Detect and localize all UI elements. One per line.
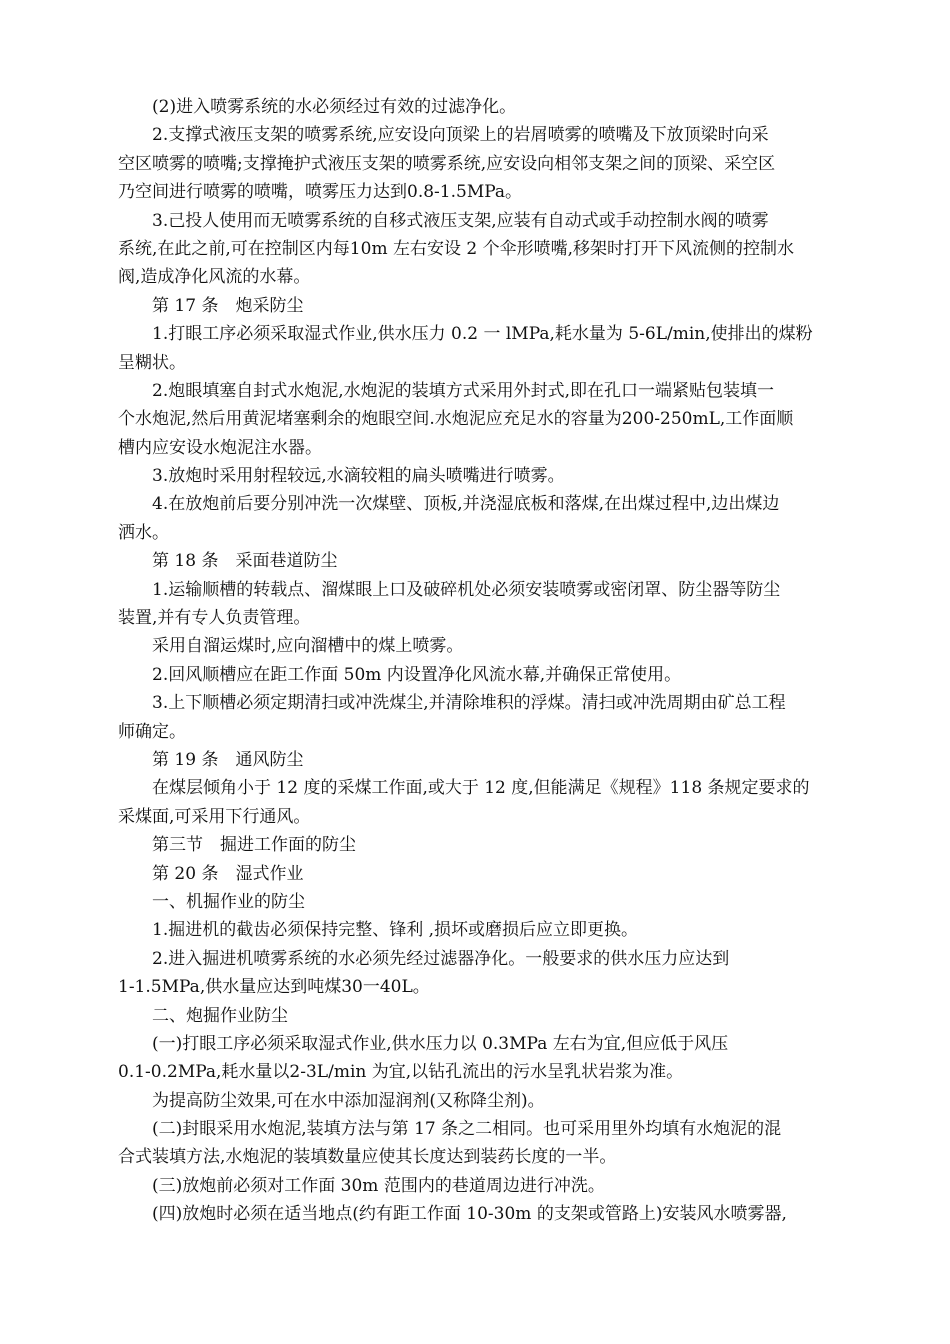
text-line: 3.己投人使用而无喷雾系统的自移式液压支架,应装有自动式或手动控制水阀的喷雾 bbox=[152, 210, 769, 231]
text-line: 阀,造成净化风流的水幕。 bbox=[118, 267, 311, 288]
text-line: 3.上下顺槽必须定期清扫或冲洗煤尘,并清除堆积的浮煤。清扫或冲洗周期由矿总工程 bbox=[152, 693, 786, 714]
text-line: 洒水。 bbox=[118, 522, 169, 543]
text-line: 第 18 条 采面巷道防尘 bbox=[152, 551, 338, 572]
text-line: 1.打眼工序必须采取湿式作业,供水压力 0.2 一 lMPa,耗水量为 5-6L/min,使排出的煤粉 bbox=[152, 324, 813, 345]
text-line: 为提高防尘效果,可在水中添加湿润剂(又称降尘剂)。 bbox=[152, 1090, 545, 1111]
text-line: 2.回风顺槽应在距工作面 50m 内设置净化风流水幕,并确保正常使用。 bbox=[152, 664, 682, 685]
text-line: 个水炮泥,然后用黄泥堵塞剩余的炮眼空间.水炮泥应充足水的容量为200-250mL,工作面顺 bbox=[118, 409, 794, 430]
text-line: 空区喷雾的喷嘴;支撑掩护式液压支架的喷雾系统,应安设向相邻支架之间的顶梁、采空区 bbox=[118, 153, 776, 174]
text-line: 呈糊状。 bbox=[118, 352, 186, 373]
text-line: 2.炮眼填塞自封式水炮泥,水炮泥的装填方式采用外封式,即在孔口一端紧贴包装填一 bbox=[152, 380, 775, 401]
text-line: 系统,在此之前,可在控制区内每10m 左右安设 2 个伞形喷嘴,移架时打开下风流侧的控制水 bbox=[118, 238, 794, 259]
text-line: 4.在放炮前后要分别冲洗一次煤壁、顶板,并浇湿底板和落煤,在出煤过程中,边出煤边 bbox=[152, 494, 780, 515]
text-line: 在煤层倾角小于 12 度的采煤工作面,或大于 12 度,但能满足《规程》118 条规定要求的 bbox=[152, 778, 810, 799]
text-line: 装置,并有专人负责管理。 bbox=[118, 608, 311, 629]
text-line: 合式装填方法,水炮泥的装填数量应使其长度达到装药长度的一半。 bbox=[118, 1147, 617, 1168]
text-line: 1.运输顺槽的转载点、溜煤眼上口及破碎机处必须安装喷雾或密闭罩、防尘器等防尘 bbox=[152, 579, 781, 600]
text-line: (2)进入喷雾系统的水必须经过有效的过滤净化。 bbox=[152, 97, 517, 117]
text-line: (四)放炮时必须在适当地点(约有距工作面 10-30m 的支架或管路上)安装风水喷雾器, bbox=[152, 1204, 787, 1225]
text-line: 2.进入掘进机喷雾系统的水必须先经过滤器净化。一般要求的供水压力应达到 bbox=[152, 948, 730, 969]
text-line: 采用自溜运煤时,应向溜槽中的煤上喷雾。 bbox=[152, 636, 464, 657]
text-line: 1.掘进机的截齿必须保持完整、锋利 ,损坏或磨损后应立即更换。 bbox=[152, 920, 639, 941]
text-line: 师确定。 bbox=[118, 721, 186, 742]
text-line: (一)打眼工序必须采取湿式作业,供水压力以 0.3MPa 左右为宜,但应低于风压 bbox=[152, 1033, 729, 1054]
text-line: (三)放炮前必须对工作面 30m 范围内的巷道周边进行冲洗。 bbox=[152, 1175, 605, 1196]
text-line: 乃空间进行喷雾的喷嘴，喷雾压力达到0.8-1.5MPa。 bbox=[118, 182, 523, 203]
text-line: (二)封眼采用水炮泥,装填方法与第 17 条之二相同。也可采用里外均填有水炮泥的混 bbox=[152, 1119, 782, 1140]
text-line: 第 17 条 炮采防尘 bbox=[152, 295, 304, 316]
text-line: 第 20 条 湿式作业 bbox=[152, 863, 304, 884]
text-line: 1-1.5MPa,供水量应达到吨煤30一40L。 bbox=[118, 977, 430, 998]
document-body bbox=[118, 93, 860, 1229]
text-line: 0.1-0.2MPa,耗水量以2-3L/min 为宜,以钻孔流出的污水呈乳状岩浆为准。 bbox=[118, 1062, 684, 1083]
text-line: 3.放炮时采用射程较远,水滴较粗的扁头喷嘴进行喷雾。 bbox=[152, 466, 565, 487]
text-line: 槽内应安设水炮泥注水器。 bbox=[118, 437, 322, 458]
text-line: 采煤面,可采用下行通风。 bbox=[118, 806, 311, 827]
text-line: 2.支撑式液压支架的喷雾系统,应安设向顶梁上的岩屑喷雾的喷嘴及下放顶梁时向采 bbox=[152, 125, 769, 146]
text-line: 二、炮掘作业防尘 bbox=[152, 1005, 288, 1026]
text-line: 第 19 条 通风防尘 bbox=[152, 749, 304, 770]
text-line: 一、机掘作业的防尘 bbox=[152, 891, 305, 912]
text-line: 第三节 掘进工作面的防尘 bbox=[152, 835, 356, 856]
